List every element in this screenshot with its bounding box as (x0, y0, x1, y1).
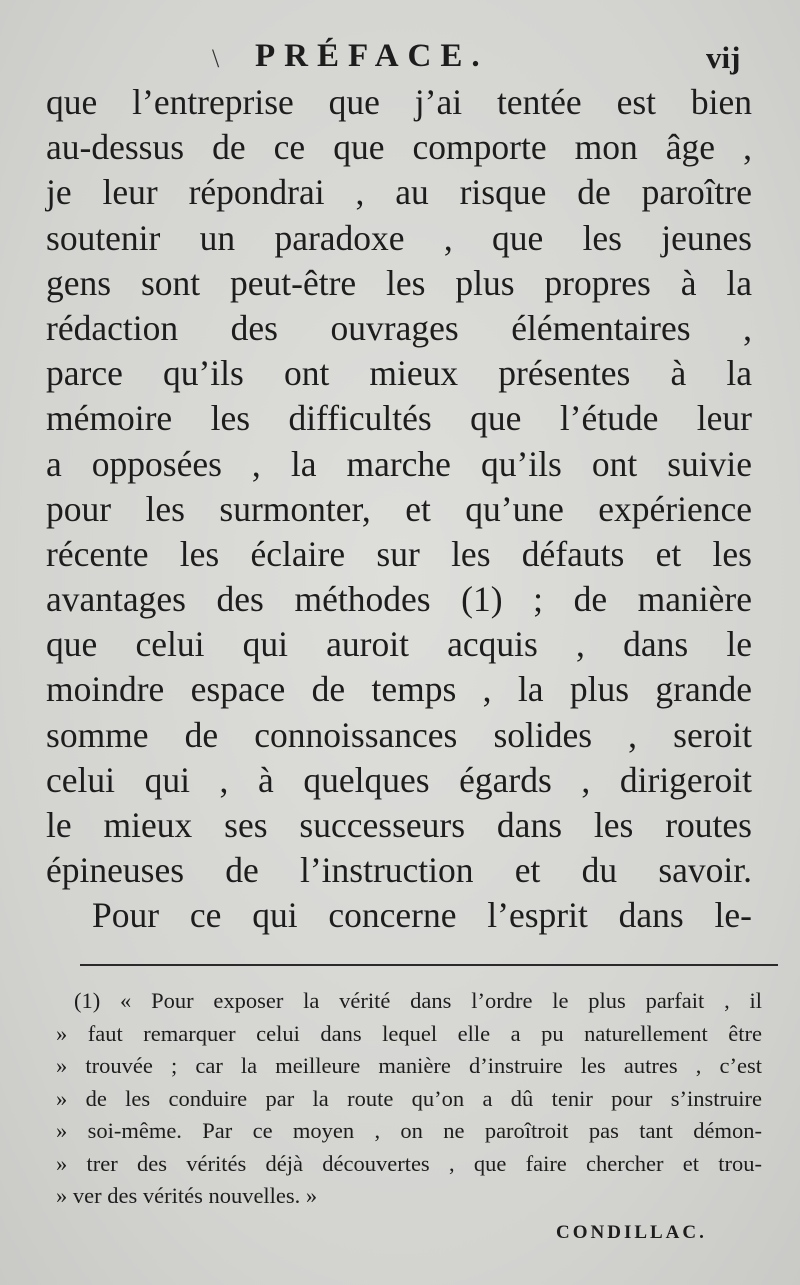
text-line: parce qu’ils ont mieux présentes à la (46, 353, 752, 394)
running-header (0, 38, 800, 84)
footnote-line: » trer des vérités déjà découvertes , que faire chercher et trou- (56, 1150, 762, 1176)
text-line: mémoire les difficultés que l’étude leur (46, 398, 752, 439)
text-line: gens sont peut-être les plus propres à la (46, 262, 752, 303)
text-line: au-dessus de ce que comporte mon âge , (46, 127, 752, 168)
footnote-signature: CONDILLAC. (556, 1222, 707, 1243)
page-title: PRÉFACE. (255, 38, 489, 74)
text-line: pour les surmonter, et qu’une expérience (46, 488, 752, 529)
text-line: moindre espace de temps , la plus grande (46, 669, 752, 710)
text-line: le mieux ses successeurs dans les routes (46, 805, 752, 845)
body-text (46, 80, 752, 939)
text-line: que l’entreprise que j’ai tentée est bien (46, 82, 752, 122)
text-line: rédaction des ouvrages élémentaires , (46, 307, 752, 348)
footnote-line: » de les conduire par la route qu’on a dû tenir pour s’instruire (56, 1085, 762, 1111)
text-line: Pour ce qui concerne l’esprit dans le- (92, 895, 752, 936)
text-line: je leur répondrai , au risque de paroître (46, 172, 752, 213)
footnote-line: » trouvée ; car la meilleure manière d’instruire les autres , c’est (56, 1053, 762, 1078)
footnote (56, 985, 762, 1213)
footnote-divider (80, 964, 778, 966)
footnote-line: » soi-même. Par ce moyen , on ne paroîtroit pas tant démon- (56, 1118, 762, 1143)
text-line: récente les éclaire sur les défauts et les (46, 533, 752, 574)
text-line: celui qui , à quelques égards , dirigeroit (46, 759, 752, 800)
footnote-line: » ver des vérités nouvelles. » (56, 1183, 318, 1208)
text-line: que celui qui auroit acquis , dans le (46, 624, 752, 665)
footnote-line: (1) « Pour exposer la vérité dans l’ordre le plus parfait , il (74, 988, 762, 1013)
header-mark: \ (212, 44, 220, 73)
footnote-line: » faut remarquer celui dans lequel elle a pu naturellement être (56, 1020, 762, 1046)
text-line: épineuses de l’instruction et du savoir. (46, 850, 752, 891)
page-number: vij (706, 40, 741, 75)
text-line: a opposées , la marche qu’ils ont suivie (46, 443, 752, 484)
text-line: soutenir un paradoxe , que les jeunes (46, 217, 752, 258)
text-line: somme de connoissances solides , seroit (46, 714, 752, 755)
text-line: avantages des méthodes (1) ; de manière (46, 579, 752, 620)
